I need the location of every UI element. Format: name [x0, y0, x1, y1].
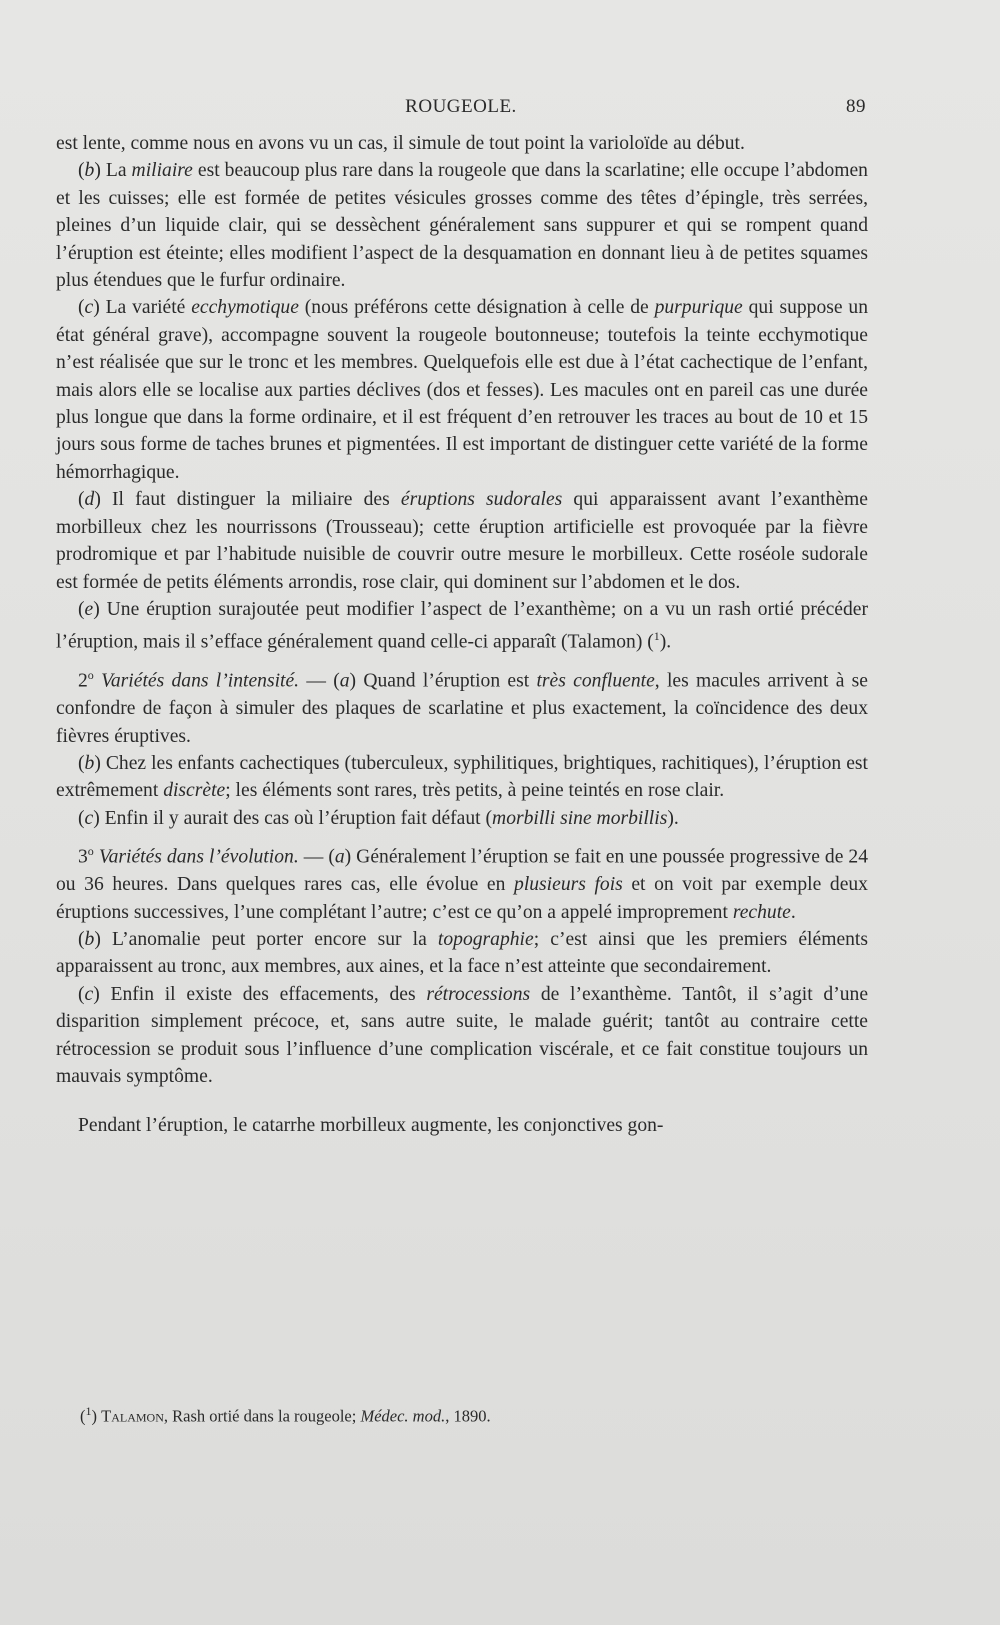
- text-run: (: [78, 928, 85, 950]
- text-run: ) Enfin il y aurait des cas où l’éruption fait défaut (: [93, 807, 493, 829]
- text-run: ) Il faut distinguer la miliaire des: [94, 489, 401, 511]
- text-run: (: [78, 489, 85, 511]
- text-run: et on voit par exemple deux éruptions successives, l’une complétant l’autre; c’est ce qu’on a appelé improprement: [56, 874, 868, 923]
- text-run: est beaucoup plus rare dans la rougeole que dans la scarlatine; elle occupe l’abdomen et les cuisses; elle est formée de petites vésicules grosses comme des têtes d’épingle, très serrées, pleines d’un liquide clair, qui se dessèchent généralement sans suppurer et qui se rompent quand l’éruption est éteinte; elles modifient l’aspect de la desquamation en donnant lieu à de petites squames plus étendues que le furfur ordinaire.: [56, 160, 868, 292]
- italic-text: c: [84, 807, 94, 829]
- page-number: 89: [846, 96, 866, 117]
- text-run: (: [78, 160, 85, 182]
- text-run: ).: [659, 631, 672, 653]
- text-run: (: [80, 1406, 86, 1426]
- text-run: ; les éléments sont rares, très petits, à peine teintés en rose clair.: [225, 780, 725, 802]
- superscript: 1: [85, 1404, 92, 1418]
- text-run: (: [78, 753, 85, 774]
- text-run: — (: [298, 846, 335, 868]
- italic-text: Médec. mod.: [360, 1406, 446, 1426]
- italic-text: plusieurs fois: [514, 874, 623, 896]
- italic-text: b: [84, 928, 95, 950]
- paragraph: [56, 805, 868, 832]
- italic-text: discrète: [163, 780, 226, 802]
- text-run: est lente, comme nous en avons vu un cas, il simule de tout point la varioloïde au début.: [56, 133, 745, 154]
- text-run: , Rash ortié dans la rougeole;: [163, 1406, 361, 1426]
- text-run: ) L’anomalie peut porter encore sur la: [94, 928, 438, 950]
- text-run: ) Une éruption surajoutée peut modifier l’aspect de l’exanthème; on a vu un rash ortié précéder l’éruption, mais il s’efface généralement quand celle-ci apparaît (Talamon) (: [56, 598, 868, 653]
- text-run: ) La variété: [93, 297, 192, 319]
- paragraph: [56, 486, 868, 596]
- paragraph: [56, 662, 868, 750]
- body-text: [56, 130, 868, 1140]
- italic-text: rechute: [732, 901, 791, 923]
- italic-text: a: [339, 670, 350, 692]
- text-run: , les macules arrivent à se confondre de façon à simuler des plaques de scarlatine et plus exactement, la coïncidence des deux fièvres éruptives.: [56, 670, 869, 747]
- italic-text: b: [84, 753, 95, 774]
- text-run: ) Chez les enfants cachectiques (tuberculeux, syphilitiques, brightiques, rachitiques), l’éruption est extrêmement: [56, 753, 868, 802]
- paragraph: [56, 1112, 868, 1139]
- italic-text: rétrocessions: [426, 983, 531, 1005]
- italic-text: b: [84, 160, 95, 182]
- italic-text: Variétés dans l’intensité.: [101, 670, 300, 692]
- paragraph: [56, 981, 868, 1091]
- italic-text: e: [84, 598, 94, 620]
- italic-text: miliaire: [131, 160, 193, 182]
- page-header: [56, 96, 866, 126]
- text-run: , 1890.: [445, 1406, 491, 1426]
- paragraph: [56, 157, 868, 294]
- text-run: [94, 671, 101, 692]
- italic-text: ecchymotique: [191, 297, 299, 319]
- text-run: (: [78, 807, 85, 829]
- paragraph: [56, 596, 868, 656]
- text-run: (nous préférons cette désignation à celle de: [298, 297, 655, 319]
- text-run: — (: [299, 670, 340, 692]
- text-run: 2: [78, 670, 88, 692]
- text-run: qui apparaissent avant l’exanthème morbilleux chez les nourrissons (Trousseau); cette éruption artificielle est provoquée par la fièvre prodromique et par l’habitude nuisible de couvrir outre mesure le morbilleux. Cette roséole sudorale est formée de petits éléments arrondis, rose clair, qui dominent sur l’abdomen et le dos.: [56, 489, 868, 593]
- superscript: o: [87, 668, 94, 683]
- text-run: (: [78, 297, 85, 319]
- italic-text: morbilli sine morbillis: [492, 807, 668, 829]
- italic-text: a: [334, 846, 345, 868]
- paragraph: [56, 130, 868, 157]
- text-run: ; c’est ainsi que les premiers éléments apparaissent au tronc, aux membres, aux aines, et la face n’est atteinte que secondairement.: [56, 928, 869, 978]
- paragraph: [56, 926, 868, 981]
- text-run: ) Enfin il existe des effacements, des: [93, 983, 427, 1005]
- text-run: ) La: [94, 160, 132, 182]
- italic-text: Variétés dans l’évolution.: [98, 846, 299, 868]
- paragraph: [56, 838, 868, 926]
- footnote: [80, 1400, 860, 1428]
- italic-text: c: [84, 983, 94, 1005]
- text-run: Talamon: [101, 1406, 164, 1426]
- italic-text: topographie: [437, 928, 534, 950]
- text-run: ) Quand l’éruption est: [349, 670, 537, 692]
- superscript: 1: [653, 629, 660, 644]
- text-run: (: [78, 983, 85, 1005]
- running-title: ROUGEOLE.: [405, 96, 517, 117]
- superscript: o: [87, 844, 94, 859]
- text-run: de l’exanthème. Tantôt, il s’agit d’une disparition simplement précoce, et, sans autre suite, le malade guérit; tantôt au contraire cette rétrocession se produit sous l’influence d’une complication viscérale, et ce fait constitue toujours un mauvais symptôme.: [56, 983, 869, 1087]
- text-run: qui suppose un état général grave), accompagne souvent la rougeole boutonneuse; toutefois la teinte ecchymotique n’est réalisée que sur le tronc et les membres. Quelquefois elle est due à l’état cachectique de l’enfant, mais alors elle se localise aux parties déclives (dos et fesses). Les macules ont en pareil cas une durée plus longue que dans la forme ordinaire, et il est fréquent d’en retrouver les traces au bout de 10 et 15 jours sous forme de taches brunes et pigmentées. Il est important de distinguer cette variété de la forme hémorrhagique.: [56, 297, 868, 483]
- text-run: ): [91, 1406, 102, 1426]
- text-run: ) Généralement l’éruption se fait en une poussée progressive de 24 ou 36 heures. Dans quelques rares cas, elle évolue en: [56, 846, 868, 896]
- text-run: .: [790, 901, 796, 923]
- text-run: Pendant l’éruption, le catarrhe morbilleux augmente, les conjonctives gon-: [78, 1115, 664, 1137]
- text-run: 3: [78, 846, 88, 868]
- text-run: ).: [667, 807, 679, 829]
- paragraph: [56, 750, 868, 805]
- text-run: (: [78, 598, 85, 620]
- paragraph: [56, 294, 868, 486]
- italic-text: très confluente: [536, 670, 655, 692]
- italic-text: éruptions sudorales: [400, 489, 563, 511]
- italic-text: purpurique: [654, 297, 743, 319]
- italic-text: d: [84, 489, 95, 511]
- italic-text: c: [84, 297, 94, 319]
